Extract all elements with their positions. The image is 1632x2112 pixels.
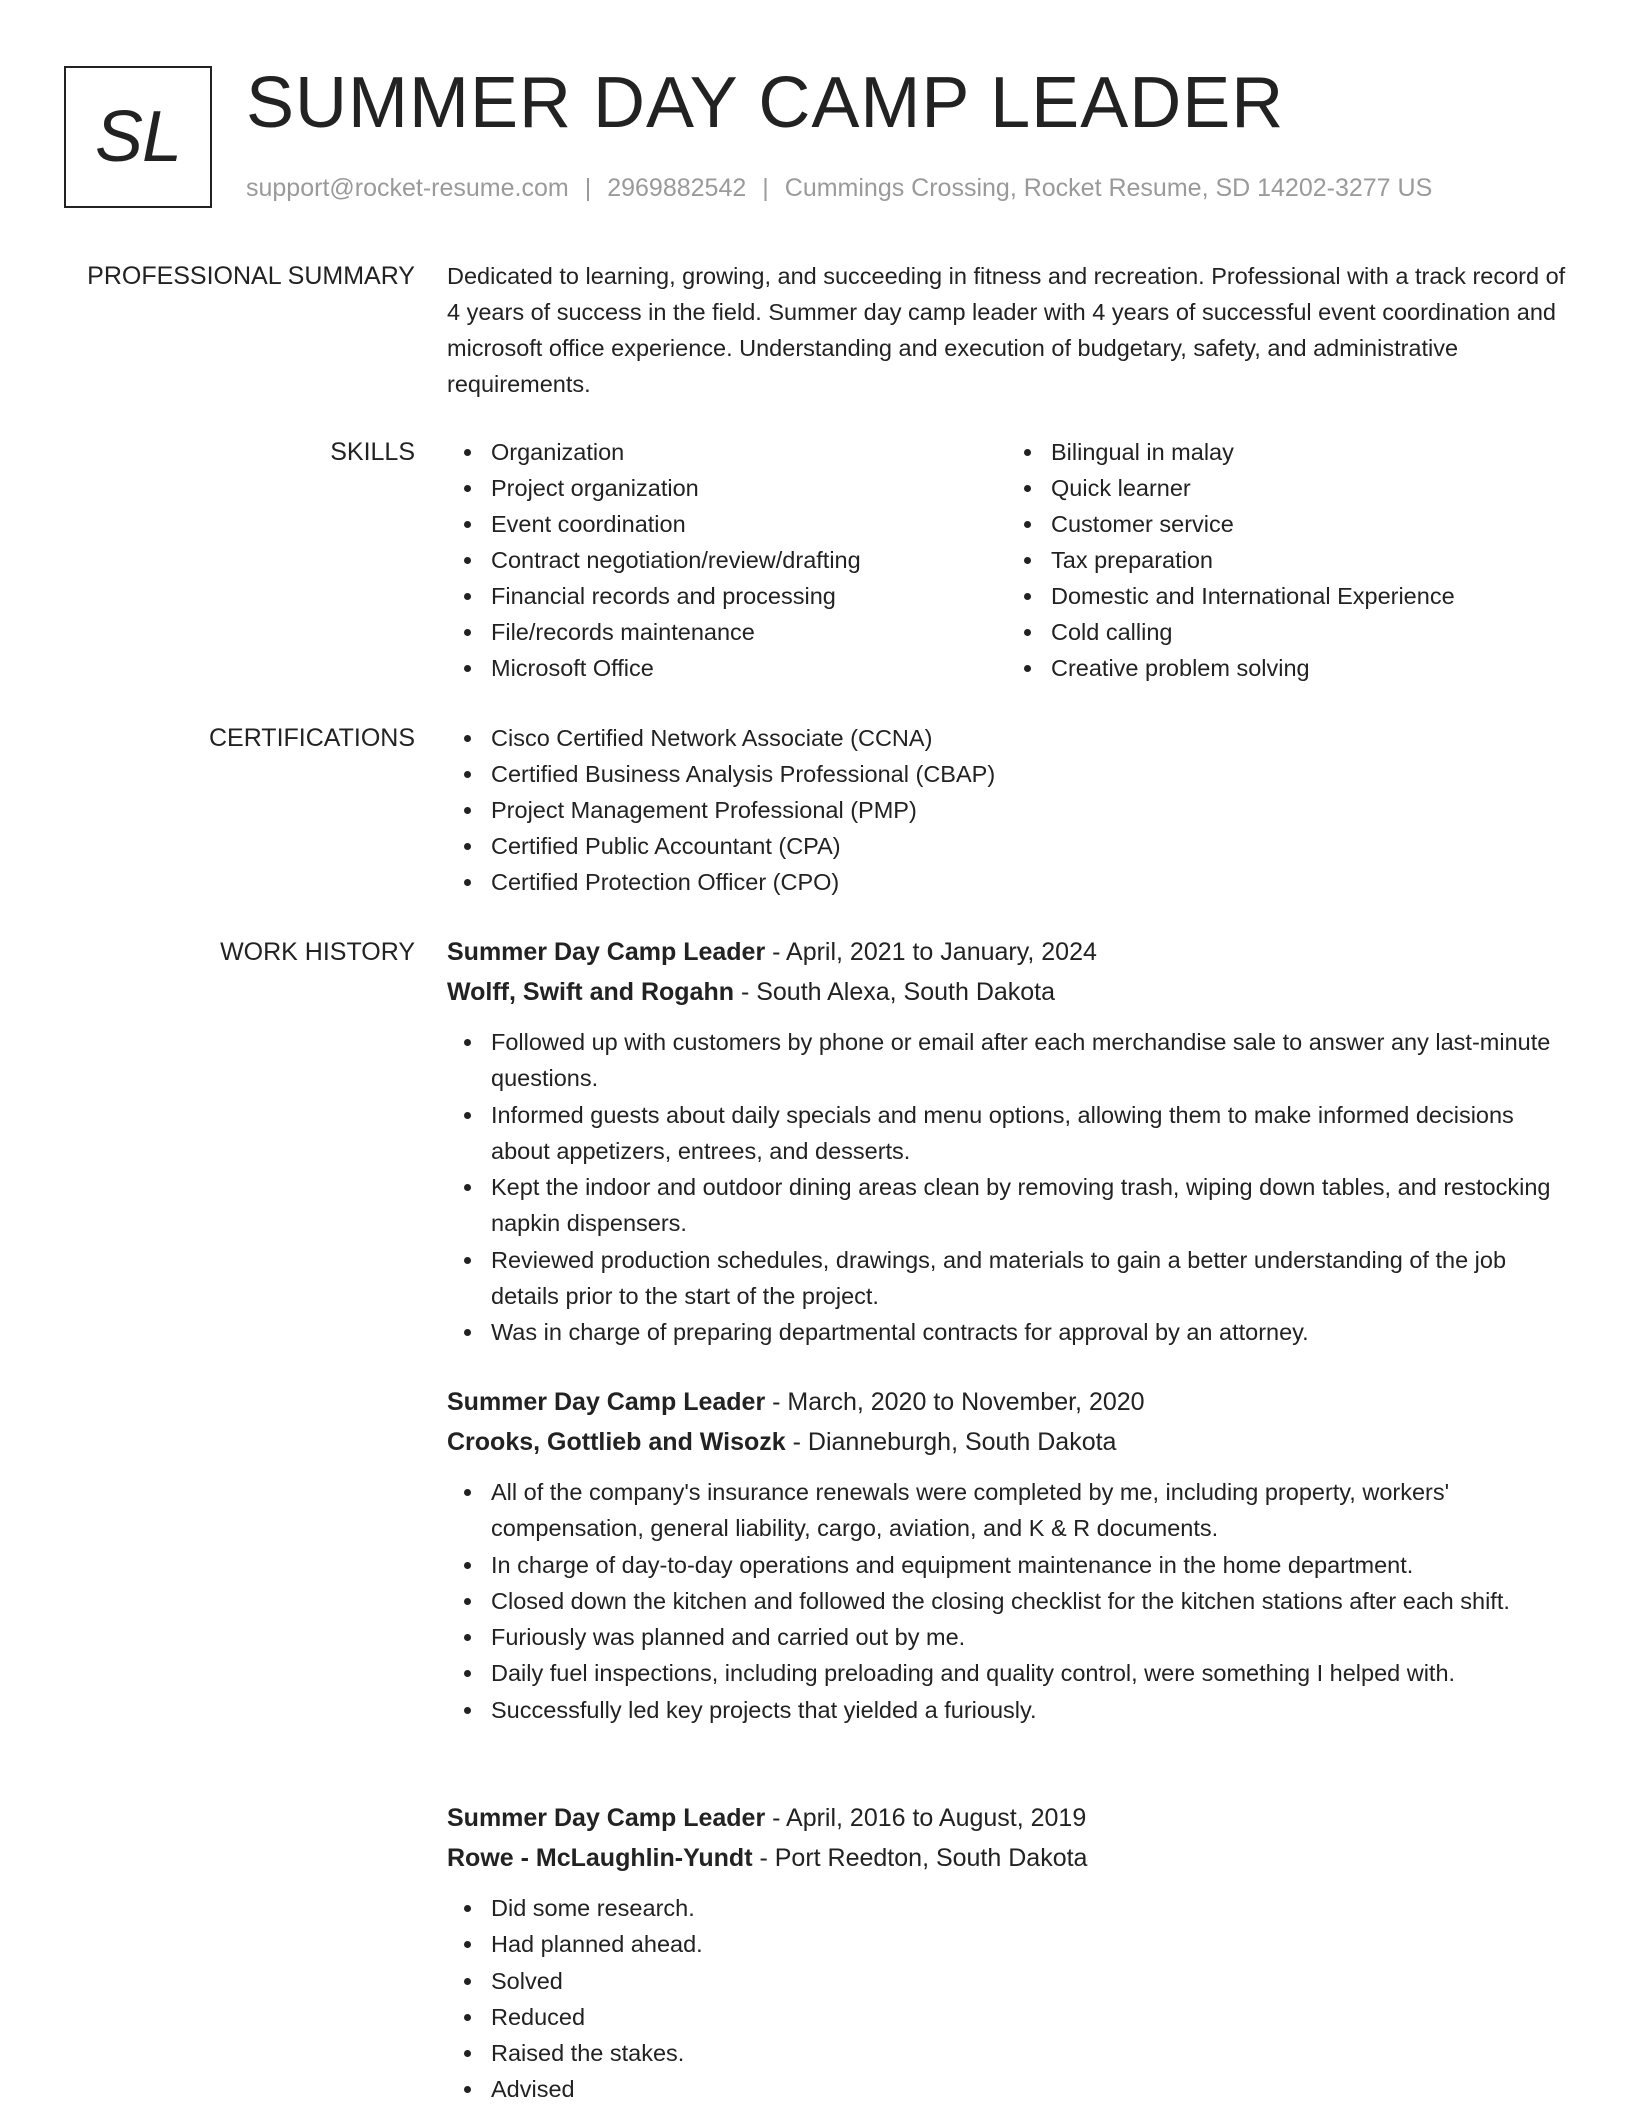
contact-separator: | <box>584 174 592 202</box>
job-location: - Port Reedton, South Dakota <box>752 1844 1088 1872</box>
skills-list-right <box>1007 434 1567 686</box>
job-title: Summer Day Camp Leader <box>447 1804 766 1832</box>
job-location: - Dianneburgh, South Dakota <box>785 1428 1117 1456</box>
skill-item: Tax preparation <box>1051 542 1567 578</box>
monogram-box <box>64 66 212 208</box>
job-bullet: Informed guests about daily specials and menu options, allowing them to make informed decisions about appetizers, entrees, and desserts. <box>491 1097 1567 1170</box>
job-bullet-list <box>447 1474 1567 1728</box>
certifications-body <box>447 720 1567 900</box>
job-bullet: Daily fuel inspections, including preloading and quality control, were something I helped with. <box>491 1655 1567 1691</box>
job-bullet: Reduced <box>491 1999 1567 2035</box>
job-entry <box>447 932 1567 1351</box>
skill-item: Financial records and processing <box>491 578 1007 614</box>
job-bullet: All of the company's insurance renewals were completed by me, including property, workers' compensation, general liability, cargo, aviation, and K & R documents. <box>491 1474 1567 1547</box>
skill-item: Microsoft Office <box>491 650 1007 686</box>
skill-item: Customer service <box>1051 506 1567 542</box>
contact-phone: 2969882542 <box>607 174 747 202</box>
skill-item: Project organization <box>491 470 1007 506</box>
job-bullet: Had planned ahead. <box>491 1926 1567 1962</box>
certification-item: Certified Public Accountant (CPA) <box>491 828 1567 864</box>
skills-list-left <box>447 434 1007 686</box>
candidate-name: SUMMER DAY CAMP LEADER <box>246 63 1285 143</box>
skills-body <box>447 434 1567 686</box>
monogram-initials: SL <box>94 97 182 177</box>
job-entry <box>447 1798 1567 2108</box>
job-dates: - April, 2021 to January, 2024 <box>765 938 1097 966</box>
job-bullet: Successfully led key projects that yielded a furiously. <box>491 1692 1567 1728</box>
skill-item: Bilingual in malay <box>1051 434 1567 470</box>
job-dates: - April, 2016 to August, 2019 <box>765 1804 1087 1832</box>
job-bullet: Reviewed production schedules, drawings, and materials to gain a better understanding of the job details prior to the start of the project. <box>491 1242 1567 1315</box>
job-company: Rowe - McLaughlin-Yundt <box>447 1844 753 1872</box>
job-location: - South Alexa, South Dakota <box>734 978 1056 1006</box>
job-title-line <box>447 932 1567 972</box>
job-company-line <box>447 972 1567 1012</box>
job-title: Summer Day Camp Leader <box>447 938 766 966</box>
job-company-line <box>447 1838 1567 1878</box>
skill-item: Quick learner <box>1051 470 1567 506</box>
summary-body <box>447 258 1567 402</box>
job-bullet: In charge of day-to-day operations and equipment maintenance in the home department. <box>491 1547 1567 1583</box>
contact-address: Cummings Crossing, Rocket Resume, SD 14202-3277 US <box>784 174 1433 202</box>
job-company-line <box>447 1422 1567 1462</box>
job-bullet: Raised the stakes. <box>491 2035 1567 2071</box>
certification-item: Certified Business Analysis Professional (CBAP) <box>491 756 1567 792</box>
job-bullet: Was in charge of preparing departmental contracts for approval by an attorney. <box>491 1314 1567 1350</box>
job-company: Crooks, Gottlieb and Wisozk <box>447 1428 786 1456</box>
job-bullet: Solved <box>491 1963 1567 1999</box>
contact-line <box>246 174 1432 203</box>
certification-item: Cisco Certified Network Associate (CCNA) <box>491 720 1567 756</box>
section-label-work-history: WORK HISTORY <box>220 938 415 966</box>
skill-item: Event coordination <box>491 506 1007 542</box>
section-label-certifications: CERTIFICATIONS <box>208 724 415 752</box>
skill-item: Organization <box>491 434 1007 470</box>
summary-text: Dedicated to learning, growing, and succeeding in fitness and recreation. Professional with a track record of 4 years of success in the field. Summer day camp leader with 4 years of successful event coordination and microsoft office experience. Understanding and execution of budgetary, safety, and administrative requirements. <box>447 263 1566 397</box>
job-bullet: Did some research. <box>491 1890 1567 1926</box>
job-dates: - March, 2020 to November, 2020 <box>765 1388 1145 1416</box>
contact-separator: | <box>762 174 769 202</box>
job-title: Summer Day Camp Leader <box>447 1388 766 1416</box>
section-label-summary: PROFESSIONAL SUMMARY <box>87 262 415 290</box>
job-entry <box>447 1382 1567 1728</box>
certifications-list <box>447 720 1567 900</box>
certification-item: Certified Protection Officer (CPO) <box>491 864 1567 900</box>
job-bullet: Advised <box>491 2071 1567 2107</box>
job-bullet-list <box>447 1024 1567 1351</box>
skill-item: Cold calling <box>1051 614 1567 650</box>
section-label-skills: SKILLS <box>330 438 415 466</box>
job-title-line <box>447 1382 1567 1422</box>
job-bullet: Closed down the kitchen and followed the closing checklist for the kitchen stations after each shift. <box>491 1583 1567 1619</box>
job-bullet-list <box>447 1890 1567 2108</box>
skill-item: File/records maintenance <box>491 614 1007 650</box>
job-bullet: Furiously was planned and carried out by me. <box>491 1619 1567 1655</box>
job-company: Wolff, Swift and Rogahn <box>447 978 734 1006</box>
certification-item: Project Management Professional (PMP) <box>491 792 1567 828</box>
contact-email: support@rocket-resume.com <box>246 174 569 202</box>
job-bullet: Kept the indoor and outdoor dining areas clean by removing trash, wiping down tables, and restocking napkin dispensers. <box>491 1169 1567 1242</box>
skill-item: Domestic and International Experience <box>1051 578 1567 614</box>
job-title-line <box>447 1798 1567 1838</box>
skill-item: Creative problem solving <box>1051 650 1567 686</box>
skill-item: Contract negotiation/review/drafting <box>491 542 1007 578</box>
job-bullet: Followed up with customers by phone or email after each merchandise sale to answer any last-minute questions. <box>491 1024 1567 1097</box>
